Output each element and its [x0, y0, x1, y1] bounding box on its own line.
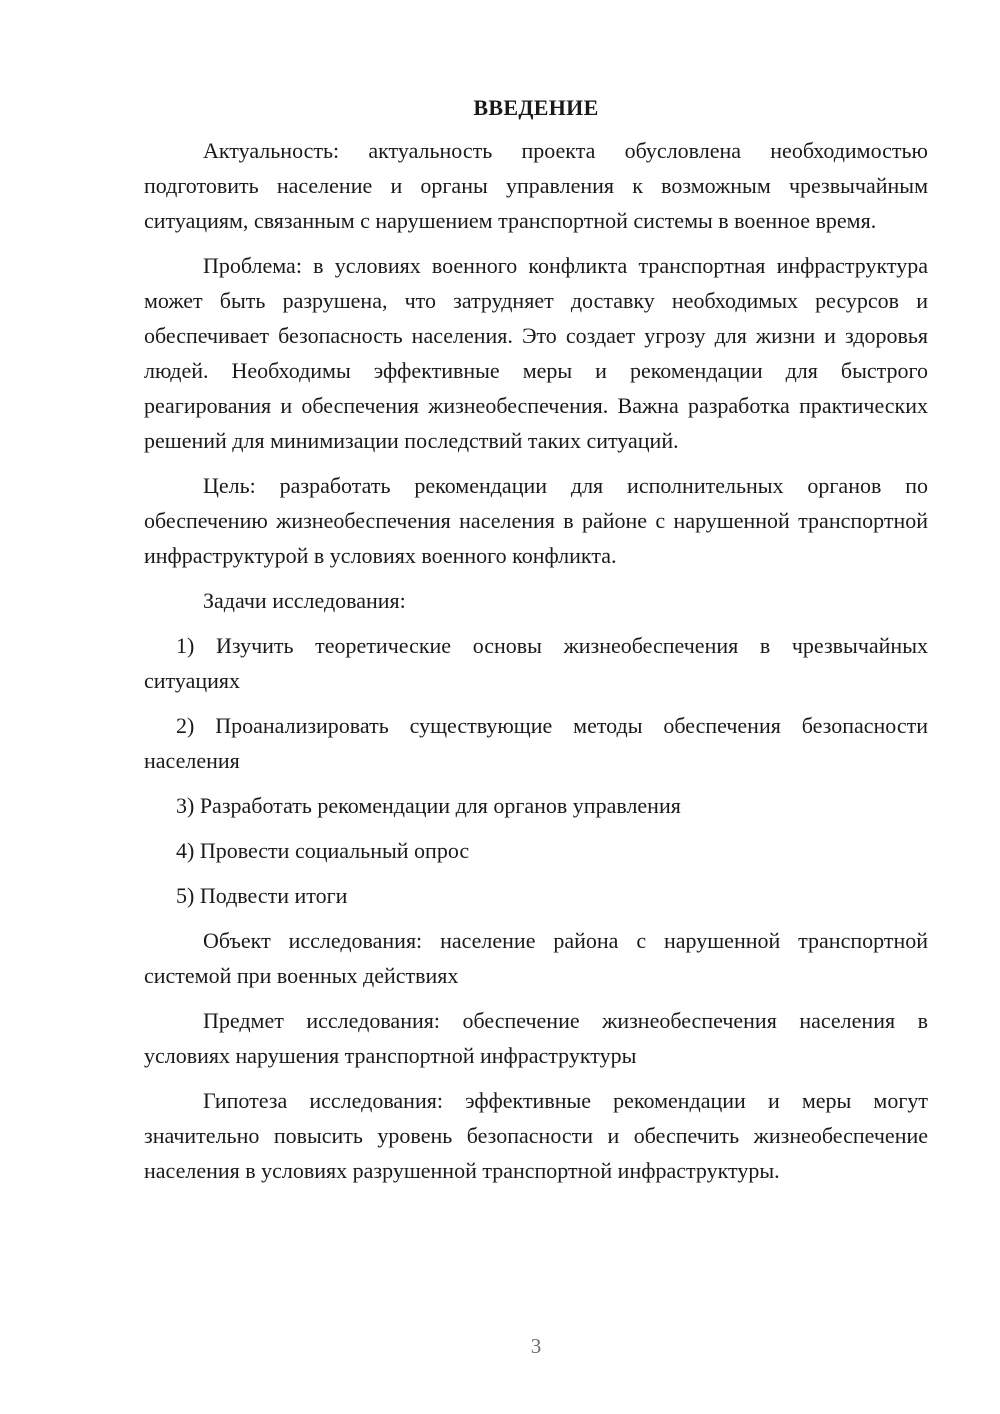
object-paragraph: Объект исследования: население района с нарушенной транспортной системой при военных действиях	[144, 928, 928, 988]
subject-paragraph: Предмет исследования: обеспечение жизнеобеспечения населения в условиях нарушения транспортной инфраструктуры	[144, 1008, 928, 1068]
hypothesis-paragraph: Гипотеза исследования: эффективные рекомендации и меры могут значительно повысить уровень безопасности и обеспечить жизнеобеспечение населения в условиях разрушенной транспортной инфраструктуры.	[144, 1088, 928, 1183]
tasks-heading: Задачи исследования:	[203, 588, 406, 613]
relevance-paragraph: Актуальность: актуальность проекта обусловлена необходимостью подготовить население и органы управления к возможным чрезвычайным ситуациям, связанным с нарушением транспортной системы в военное время.	[144, 138, 928, 233]
section-title: ВВЕДЕНИЕ	[473, 95, 599, 120]
problem-paragraph: Проблема: в условиях военного конфликта транспортная инфраструктура может быть разрушена, что затрудняет доставку необходимых ресурсов и обеспечивает безопасность населения. Это создает угрозу для жизни и здоровья людей. Необходимы эффективные меры и рекомендации для быстрого реагирования и обеспечения жизнеобеспечения. Важна разработка практических решений для минимизации последствий таких ситуаций.	[144, 253, 928, 453]
task-item: 4) Провести социальный опрос	[176, 838, 470, 863]
task-item: 1) Изучить теоретические основы жизнеобеспечения в чрезвычайных ситуациях	[144, 633, 928, 693]
page-number: 3	[530, 1334, 542, 1358]
task-item: 3) Разработать рекомендации для органов управления	[176, 793, 681, 818]
goal-paragraph: Цель: разработать рекомендации для исполнительных органов по обеспечению жизнеобеспечения населения в районе с нарушенной транспортной инфраструктурой в условиях военного конфликта.	[144, 473, 928, 568]
task-item: 5) Подвести итоги	[176, 883, 348, 908]
task-item: 2) Проанализировать существующие методы обеспечения безопасности населения	[144, 713, 928, 773]
document-page	[144, 90, 928, 1198]
